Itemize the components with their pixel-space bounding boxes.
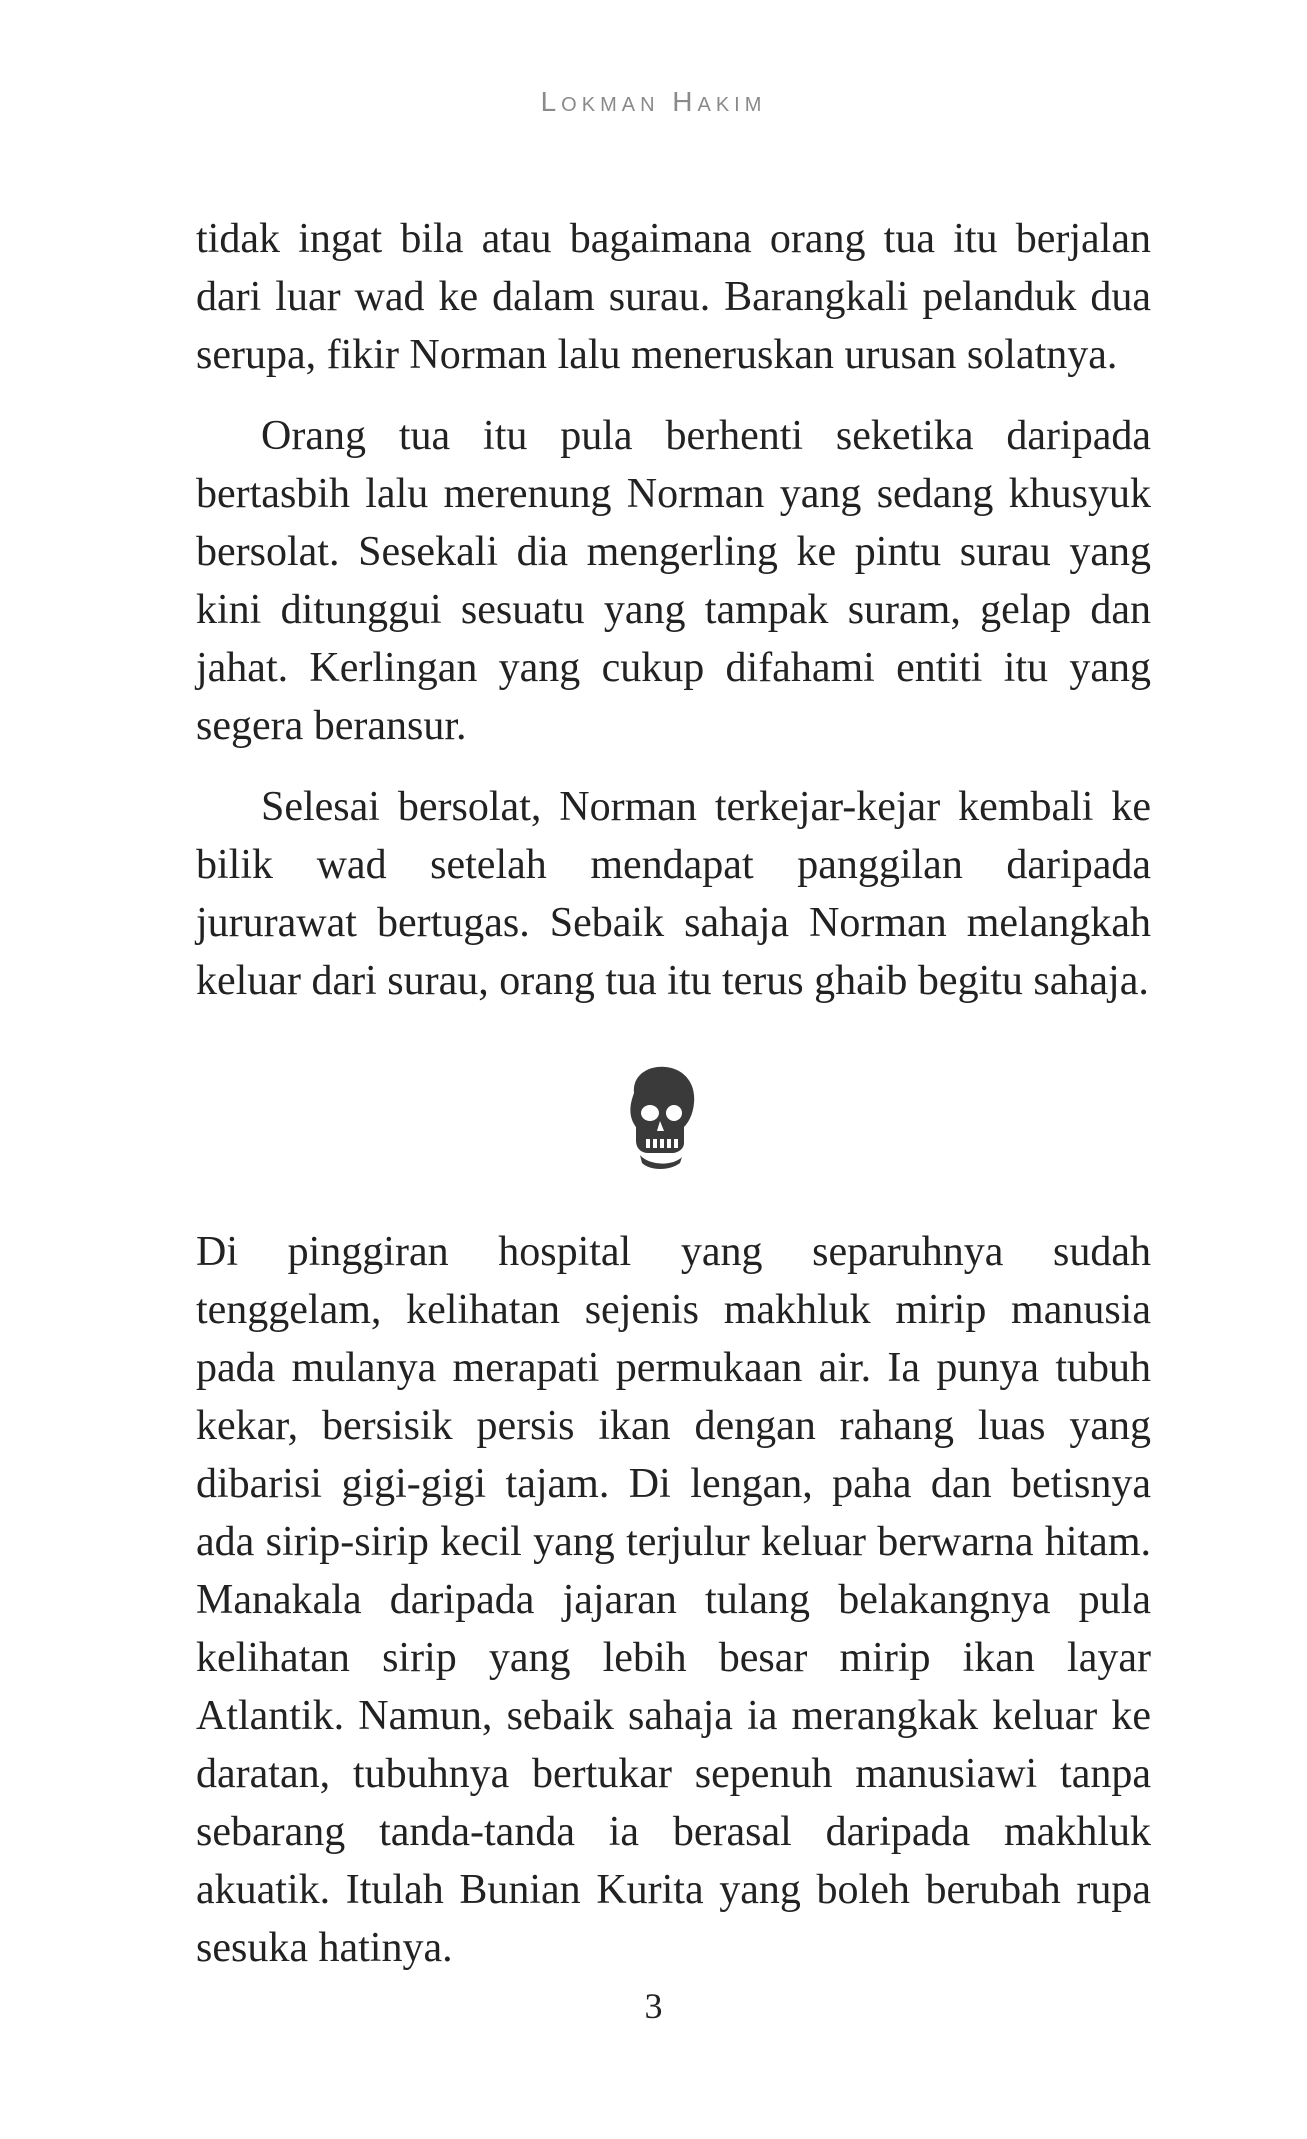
skull-icon <box>614 1063 704 1173</box>
page-number: 3 <box>644 1986 663 2026</box>
paragraph-bunian-kurita: Di pinggiran hospital yang separuhnya sudah tenggelam, kelihatan sejenis makhluk mirip manusia pada mulanya merapati permukaan air. Ia punya tubuh kekar, bersisik persis ikan dengan rahang luas yang dibarisi gigi-gigi tajam. Di lengan, paha dan betisnya ada sirip-sirip kecil yang terjulur keluar berwarna hitam. Manakala daripada jajaran tulang belakangnya pula kelihatan sirip yang lebih besar mirip ikan layar Atlantik. Namun, sebaik sahaja ia merangkak keluar ke daratan, tubuhnya bertukar sepenuh manusiawi tanpa sebarang tanda-tanda ia berasal daripada makhluk akuatik. Itulah Bunian Kurita yang boleh berubah rupa sesuka hatinya. <box>196 1229 1151 1971</box>
running-header: Lokman Hakim <box>540 86 767 117</box>
paragraph-selesai-bersolat: Selesai bersolat, Norman terkejar-kejar kembali ke bilik wad setelah mendapat panggilan daripada jururawat bertugas. Sebaik sahaja Norman melangkah keluar dari surau, orang tua itu terus ghaib begitu sahaja. <box>196 784 1151 1004</box>
paragraph-continuation: tidak ingat bila atau bagaimana orang tua itu berjalan dari luar wad ke dalam surau. Barangkali pelanduk dua serupa, fikir Norman lalu meneruskan urusan solatnya. <box>196 216 1151 378</box>
paragraph-orang-tua: Orang tua itu pula berhenti seketika daripada bertasbih lalu merenung Norman yang sedang khusyuk bersolat. Sesekali dia mengerling ke pintu surau yang kini ditunggui sesuatu yang tampak suram, gelap dan jahat. Kerlingan yang cukup difahami entiti itu yang segera beransur. <box>196 413 1151 749</box>
